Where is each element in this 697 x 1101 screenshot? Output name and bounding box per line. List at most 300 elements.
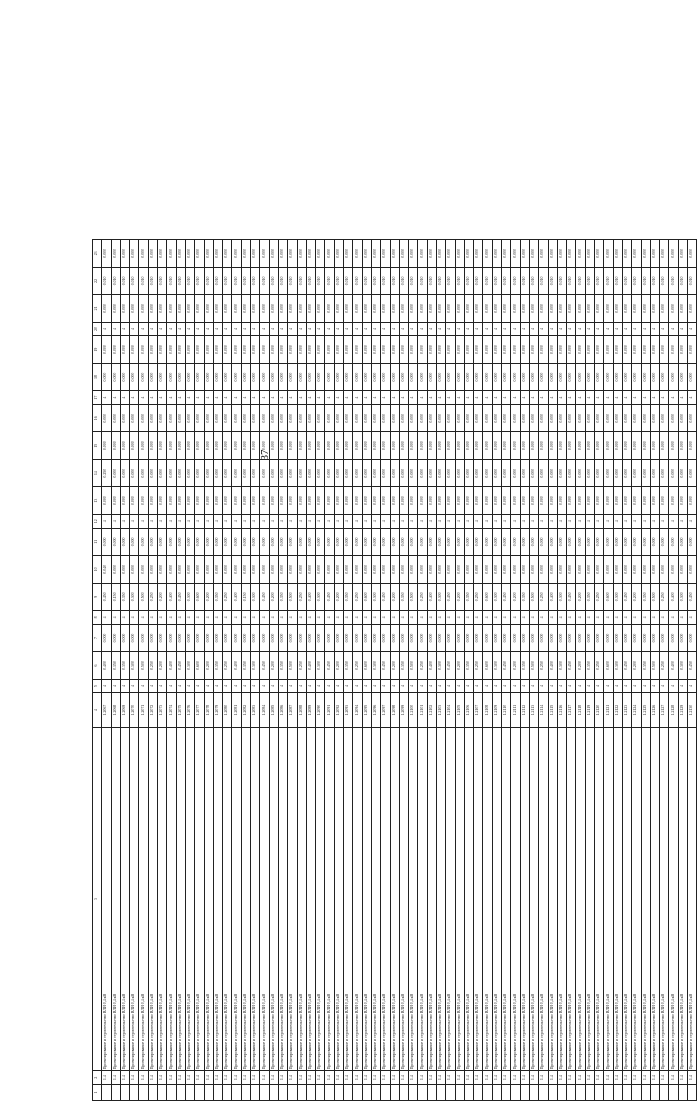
table-cell: 4 bbox=[297, 679, 306, 693]
table-cell: 0.000 bbox=[371, 363, 380, 390]
table-cell: 4 bbox=[632, 514, 641, 528]
table-cell: 0.000 bbox=[390, 624, 399, 651]
table-row bbox=[213, 240, 222, 1101]
table-cell: 0.000 bbox=[176, 528, 185, 555]
table-cell: 0.000 bbox=[529, 624, 538, 651]
table-cell: 0.000 bbox=[576, 432, 585, 459]
table-cell: 1.2071 bbox=[139, 693, 148, 727]
table-cell: 0.200 bbox=[455, 652, 464, 679]
row-description: Проектирование и строительство ВЛИ 0,4 кВ bbox=[520, 727, 529, 1070]
table-cell: 0.000 bbox=[269, 240, 278, 268]
table-cell: 0.000 bbox=[334, 556, 343, 583]
column-header: 5 bbox=[93, 679, 102, 693]
table-cell: 4 bbox=[111, 679, 120, 693]
table-cell: 0.000 bbox=[269, 487, 278, 514]
table-cell: 0.000 bbox=[297, 295, 306, 322]
table-cell: 1.4 bbox=[678, 1071, 687, 1085]
table-cell: 4 bbox=[399, 679, 408, 693]
table-cell: 0.000 bbox=[241, 295, 250, 322]
table-cell: 4 bbox=[576, 611, 585, 625]
table-cell: 4 bbox=[678, 514, 687, 528]
table-cell: 0.000 bbox=[622, 295, 631, 322]
table-cell: 4 bbox=[613, 514, 622, 528]
table-row bbox=[660, 240, 669, 1101]
table-cell: 0.000 bbox=[288, 405, 297, 432]
table-cell: 4 bbox=[390, 391, 399, 405]
table-cell: 0.000 bbox=[353, 240, 362, 268]
table-row bbox=[325, 240, 334, 1101]
table-cell: 0.000 bbox=[334, 240, 343, 268]
row-description: Проектирование и строительство ВЛИ 0,4 кВ bbox=[316, 727, 325, 1070]
table-cell: 4 bbox=[139, 679, 148, 693]
table-cell: 0.010 bbox=[102, 267, 111, 294]
table-cell: 0.300 bbox=[185, 583, 194, 610]
table-cell: 4 bbox=[678, 679, 687, 693]
table-cell: 0.450 bbox=[446, 652, 455, 679]
table-cell: 4 bbox=[604, 322, 613, 336]
table-cell: 4 bbox=[409, 514, 418, 528]
table-cell: 0.000 bbox=[232, 459, 241, 486]
table-cell: 0.000 bbox=[223, 624, 232, 651]
table-cell: 0.000 bbox=[399, 432, 408, 459]
table-cell: 0.000 bbox=[502, 459, 511, 486]
table-cell: 4 bbox=[464, 611, 473, 625]
table-cell: 1.4 bbox=[492, 1071, 501, 1085]
table-row bbox=[427, 240, 436, 1101]
table-cell: 4 bbox=[436, 679, 445, 693]
table-cell: 4 bbox=[427, 679, 436, 693]
table-cell: 0.000 bbox=[241, 405, 250, 432]
table-cell: 0.010 bbox=[511, 267, 520, 294]
table-cell: 0.250 bbox=[148, 652, 157, 679]
table-cell: 0.450 bbox=[622, 652, 631, 679]
table-row bbox=[436, 240, 445, 1101]
table-cell: 0.000 bbox=[316, 405, 325, 432]
table-cell: 0.010 bbox=[660, 267, 669, 294]
table-cell: 4 bbox=[520, 391, 529, 405]
table-cell: 0.000 bbox=[511, 240, 520, 268]
table-cell: 4 bbox=[381, 514, 390, 528]
table-cell: 4 bbox=[650, 514, 659, 528]
row-description: Проектирование и строительство ВЛИ 0,4 кВ bbox=[622, 727, 631, 1070]
row-description: Проектирование и строительство ВЛИ 0,4 кВ bbox=[669, 727, 678, 1070]
table-cell: 0.000 bbox=[185, 624, 194, 651]
table-cell: 0.000 bbox=[622, 363, 631, 390]
table-row bbox=[492, 240, 501, 1101]
table-cell: 4 bbox=[650, 611, 659, 625]
table-cell: 4 bbox=[306, 679, 315, 693]
table-row bbox=[585, 240, 594, 1101]
table-cell: 0.000 bbox=[502, 487, 511, 514]
table-cell: 0.000 bbox=[418, 556, 427, 583]
table-cell: 0.000 bbox=[102, 363, 111, 390]
table-cell: 0.000 bbox=[148, 487, 157, 514]
table-cell: 0.000 bbox=[381, 528, 390, 555]
table-cell: 0.010 bbox=[353, 267, 362, 294]
table-cell: 0.200 bbox=[576, 583, 585, 610]
column-header: 3 bbox=[93, 727, 102, 1070]
table-cell: 4 bbox=[585, 679, 594, 693]
column-header: 8 bbox=[93, 611, 102, 625]
table-cell: 1.4 bbox=[251, 1071, 260, 1085]
table-row bbox=[344, 240, 353, 1101]
row-description: Проектирование и строительство ВЛИ 0,4 кВ bbox=[325, 727, 334, 1070]
table-cell: 4 bbox=[409, 679, 418, 693]
table-cell: 0.000 bbox=[232, 487, 241, 514]
table-cell: 1.4 bbox=[660, 1071, 669, 1085]
table-cell: 0.000 bbox=[474, 528, 483, 555]
table-cell: 4 bbox=[167, 679, 176, 693]
table-cell: 0.300 bbox=[130, 652, 139, 679]
table-cell: 0.000 bbox=[576, 459, 585, 486]
table-cell: 0.000 bbox=[241, 624, 250, 651]
table-header-row bbox=[93, 240, 102, 1101]
table-cell: 0.600 bbox=[195, 583, 204, 610]
table-cell: 1.4 bbox=[334, 1071, 343, 1085]
table-cell: 0.000 bbox=[353, 336, 362, 363]
table-cell: 4 bbox=[278, 514, 287, 528]
table-cell: 0.000 bbox=[241, 528, 250, 555]
table-cell: 0.000 bbox=[371, 432, 380, 459]
table-cell: 0.000 bbox=[185, 487, 194, 514]
table-cell: 0.000 bbox=[204, 405, 213, 432]
table-cell: 4 bbox=[344, 514, 353, 528]
table-cell: 0.000 bbox=[344, 363, 353, 390]
table-cell: 0.000 bbox=[334, 528, 343, 555]
table-cell: 0.000 bbox=[502, 363, 511, 390]
table-row bbox=[297, 240, 306, 1101]
table-cell: 0.000 bbox=[260, 487, 269, 514]
table-cell: 0.000 bbox=[436, 363, 445, 390]
table-cell: 0.010 bbox=[362, 267, 371, 294]
table-cell: 0.500 bbox=[529, 583, 538, 610]
table-cell: 0.450 bbox=[381, 652, 390, 679]
table-cell bbox=[288, 1084, 297, 1100]
table-cell: 0.000 bbox=[232, 624, 241, 651]
table-cell: 1.2092 bbox=[334, 693, 343, 727]
table-cell: 0.200 bbox=[511, 652, 520, 679]
table-cell: 0.000 bbox=[371, 528, 380, 555]
table-cell: 0.010 bbox=[185, 267, 194, 294]
table-cell: 0.000 bbox=[232, 363, 241, 390]
table-cell bbox=[362, 1084, 371, 1100]
table-cell: 1.4 bbox=[418, 1071, 427, 1085]
table-cell: 0.000 bbox=[325, 528, 334, 555]
table-cell: 0.000 bbox=[204, 487, 213, 514]
table-cell: 4 bbox=[446, 514, 455, 528]
table-cell: 0.000 bbox=[529, 240, 538, 268]
table-cell: 0.600 bbox=[195, 652, 204, 679]
table-cell: 1.4 bbox=[195, 1071, 204, 1085]
column-header: 20 bbox=[93, 322, 102, 336]
table-cell: 0.350 bbox=[641, 652, 650, 679]
table-cell: 0.000 bbox=[455, 459, 464, 486]
table-row bbox=[474, 240, 483, 1101]
table-cell: 4 bbox=[660, 514, 669, 528]
table-cell: 1.2085 bbox=[269, 693, 278, 727]
table-cell: 1.2109 bbox=[492, 693, 501, 727]
table-cell: 0.000 bbox=[511, 556, 520, 583]
table-cell: 0.010 bbox=[622, 267, 631, 294]
table-cell: 1.4 bbox=[371, 1071, 380, 1085]
table-cell: 0.000 bbox=[204, 240, 213, 268]
table-cell: 0.000 bbox=[418, 363, 427, 390]
table-cell: 0.000 bbox=[371, 487, 380, 514]
column-header: 23 bbox=[93, 240, 102, 268]
table-cell bbox=[158, 1084, 167, 1100]
table-cell: 0.000 bbox=[176, 624, 185, 651]
table-cell: 0.250 bbox=[539, 583, 548, 610]
table-cell: 4 bbox=[353, 322, 362, 336]
table-cell: 4 bbox=[148, 514, 157, 528]
table-cell: 1.4 bbox=[381, 1071, 390, 1085]
table-cell: 0.000 bbox=[344, 336, 353, 363]
table-cell: 0.000 bbox=[455, 295, 464, 322]
table-cell: 0.000 bbox=[557, 487, 566, 514]
table-cell bbox=[241, 1084, 250, 1100]
table-cell bbox=[483, 1084, 492, 1100]
table-cell: 4 bbox=[213, 322, 222, 336]
table-cell: 0.000 bbox=[650, 405, 659, 432]
table-cell: 0.000 bbox=[678, 240, 687, 268]
table-cell: 4 bbox=[409, 322, 418, 336]
table-cell: 4 bbox=[464, 322, 473, 336]
table-cell: 0.000 bbox=[539, 336, 548, 363]
table-cell: 0.000 bbox=[427, 624, 436, 651]
table-cell bbox=[567, 1084, 576, 1100]
table-cell: 4 bbox=[455, 322, 464, 336]
table-cell: 1.2075 bbox=[176, 693, 185, 727]
table-cell: 4 bbox=[492, 514, 501, 528]
table-cell: 0.000 bbox=[595, 432, 604, 459]
table-cell: 4 bbox=[325, 322, 334, 336]
table-cell: 0.000 bbox=[297, 405, 306, 432]
table-cell: 0.000 bbox=[148, 405, 157, 432]
table-cell: 0.000 bbox=[576, 405, 585, 432]
table-cell: 0.000 bbox=[139, 459, 148, 486]
table-cell: 0.000 bbox=[622, 528, 631, 555]
table-cell: 0.300 bbox=[251, 652, 260, 679]
table-cell: 4 bbox=[269, 611, 278, 625]
table-cell: 0.000 bbox=[353, 295, 362, 322]
table-cell: 0.000 bbox=[344, 459, 353, 486]
table-row bbox=[390, 240, 399, 1101]
table-cell: 4 bbox=[427, 514, 436, 528]
row-description: Проектирование и строительство ВЛИ 0,4 кВ bbox=[213, 727, 222, 1070]
table-cell: 0.300 bbox=[316, 652, 325, 679]
table-cell: 0.000 bbox=[390, 295, 399, 322]
table-cell: 0.000 bbox=[483, 556, 492, 583]
table-cell: 0.000 bbox=[576, 336, 585, 363]
table-cell: 4 bbox=[185, 514, 194, 528]
table-cell: 0.000 bbox=[223, 295, 232, 322]
table-cell: 0.000 bbox=[381, 459, 390, 486]
table-cell: 0.000 bbox=[185, 295, 194, 322]
table-cell: 0.000 bbox=[548, 556, 557, 583]
table-cell: 4 bbox=[316, 322, 325, 336]
table-cell: 4 bbox=[418, 679, 427, 693]
table-cell: 4 bbox=[622, 679, 631, 693]
table-cell: 0.000 bbox=[669, 487, 678, 514]
row-description: Проектирование и строительство ВЛИ 0,4 кВ bbox=[204, 727, 213, 1070]
table-cell: 0.010 bbox=[148, 267, 157, 294]
table-cell: 4 bbox=[604, 679, 613, 693]
table-cell bbox=[613, 1084, 622, 1100]
table-cell: 0.000 bbox=[613, 624, 622, 651]
table-cell: 4 bbox=[595, 322, 604, 336]
table-cell: 0.000 bbox=[111, 295, 120, 322]
table-cell: 4 bbox=[632, 391, 641, 405]
table-cell: 4 bbox=[641, 514, 650, 528]
table-cell: 0.000 bbox=[520, 405, 529, 432]
table-cell: 1.4 bbox=[325, 1071, 334, 1085]
table-row bbox=[334, 240, 343, 1101]
table-cell: 0.000 bbox=[167, 336, 176, 363]
table-cell: 0.000 bbox=[483, 363, 492, 390]
table-cell: 4 bbox=[622, 391, 631, 405]
table-cell: 4 bbox=[269, 514, 278, 528]
table-cell: 0.000 bbox=[111, 336, 120, 363]
table-cell: 1.2093 bbox=[344, 693, 353, 727]
table-cell: 0.000 bbox=[585, 295, 594, 322]
table-cell: 4 bbox=[148, 391, 157, 405]
table-cell: 4 bbox=[130, 391, 139, 405]
column-header: 4 bbox=[93, 693, 102, 727]
table-cell: 0.000 bbox=[297, 528, 306, 555]
table-cell: 1.4 bbox=[650, 1071, 659, 1085]
column-header: 9 bbox=[93, 583, 102, 610]
table-cell: 0.400 bbox=[669, 583, 678, 610]
table-cell: 0.000 bbox=[613, 487, 622, 514]
table-cell: 0.250 bbox=[223, 652, 232, 679]
table-cell: 1.4 bbox=[353, 1071, 362, 1085]
table-cell: 4 bbox=[660, 322, 669, 336]
table-cell: 0.000 bbox=[288, 336, 297, 363]
table-cell: 0.000 bbox=[418, 528, 427, 555]
table-cell: 0.000 bbox=[111, 432, 120, 459]
table-cell: 0.000 bbox=[195, 528, 204, 555]
table-cell: 0.000 bbox=[650, 624, 659, 651]
table-row bbox=[223, 240, 232, 1101]
table-cell bbox=[334, 1084, 343, 1100]
table-cell: 0.000 bbox=[390, 363, 399, 390]
table-cell: 4 bbox=[371, 391, 380, 405]
table-cell: 0.000 bbox=[548, 459, 557, 486]
table-cell: 0.000 bbox=[130, 432, 139, 459]
table-cell: 4 bbox=[585, 391, 594, 405]
table-cell: 0.000 bbox=[483, 240, 492, 268]
table-cell: 0.010 bbox=[390, 267, 399, 294]
table-cell: 0.000 bbox=[650, 487, 659, 514]
table-cell: 0.000 bbox=[557, 459, 566, 486]
table-cell: 0.300 bbox=[251, 583, 260, 610]
table-cell: 0.000 bbox=[520, 363, 529, 390]
table-row bbox=[455, 240, 464, 1101]
table-cell: 0.450 bbox=[502, 583, 511, 610]
table-cell: 0.000 bbox=[334, 459, 343, 486]
table-cell: 4 bbox=[204, 679, 213, 693]
table-cell: 1.4 bbox=[520, 1071, 529, 1085]
table-cell: 0.000 bbox=[251, 556, 260, 583]
table-cell: 4 bbox=[576, 514, 585, 528]
table-cell: 0.000 bbox=[241, 240, 250, 268]
table-cell: 0.000 bbox=[492, 459, 501, 486]
table-cell: 4 bbox=[344, 679, 353, 693]
table-cell: 0.000 bbox=[102, 336, 111, 363]
table-cell: 0.000 bbox=[548, 624, 557, 651]
table-row bbox=[102, 240, 111, 1101]
table-row bbox=[381, 240, 390, 1101]
table-cell: 0.000 bbox=[520, 240, 529, 268]
table-cell: 0.000 bbox=[669, 405, 678, 432]
table-cell: 0.450 bbox=[622, 583, 631, 610]
table-cell: 4 bbox=[567, 391, 576, 405]
table-cell: 0.010 bbox=[585, 267, 594, 294]
table-cell: 0.000 bbox=[325, 624, 334, 651]
table-cell: 4 bbox=[102, 679, 111, 693]
table-cell: 4 bbox=[251, 322, 260, 336]
table-cell: 4 bbox=[288, 679, 297, 693]
row-description: Проектирование и строительство ВЛИ 0,4 кВ bbox=[409, 727, 418, 1070]
table-cell: 0.250 bbox=[595, 652, 604, 679]
column-header: 7 bbox=[93, 624, 102, 651]
table-cell: 0.000 bbox=[353, 432, 362, 459]
table-cell: 0.250 bbox=[353, 583, 362, 610]
table-cell: 0.000 bbox=[502, 624, 511, 651]
table-cell: 4 bbox=[297, 322, 306, 336]
table-cell: 0.000 bbox=[148, 363, 157, 390]
table-cell: 0.000 bbox=[176, 363, 185, 390]
table-cell: 4 bbox=[297, 611, 306, 625]
table-cell: 0.000 bbox=[297, 432, 306, 459]
table-cell: 0.450 bbox=[102, 583, 111, 610]
table-cell: 4 bbox=[195, 391, 204, 405]
table-cell: 4 bbox=[669, 514, 678, 528]
table-cell: 0.300 bbox=[371, 652, 380, 679]
table-cell: 4 bbox=[334, 391, 343, 405]
table-cell: 4 bbox=[669, 322, 678, 336]
table-cell: 0.000 bbox=[641, 432, 650, 459]
table-cell: 4 bbox=[204, 514, 213, 528]
table-cell: 1.2090 bbox=[316, 693, 325, 727]
table-cell: 0.000 bbox=[232, 432, 241, 459]
table-cell: 0.000 bbox=[539, 459, 548, 486]
table-cell: 0.000 bbox=[139, 487, 148, 514]
table-cell: 4 bbox=[297, 391, 306, 405]
table-cell: 0.000 bbox=[520, 556, 529, 583]
table-cell: 0.250 bbox=[539, 652, 548, 679]
table-cell: 4 bbox=[213, 514, 222, 528]
table-cell bbox=[120, 1084, 129, 1100]
table-cell: 1.2110 bbox=[502, 693, 511, 727]
table-cell: 0.000 bbox=[288, 240, 297, 268]
row-description: Проектирование и строительство ВЛИ 0,4 кВ bbox=[353, 727, 362, 1070]
table-cell: 0.400 bbox=[232, 652, 241, 679]
table-cell: 4 bbox=[232, 322, 241, 336]
table-cell: 0.000 bbox=[492, 405, 501, 432]
table-cell: 0.000 bbox=[288, 295, 297, 322]
table-cell: 0.000 bbox=[567, 405, 576, 432]
table-cell: 0.000 bbox=[399, 405, 408, 432]
table-cell: 0.000 bbox=[446, 459, 455, 486]
table-cell: 0.000 bbox=[176, 432, 185, 459]
table-cell: 0.400 bbox=[102, 652, 111, 679]
table-cell: 0.000 bbox=[585, 363, 594, 390]
table-cell: 4 bbox=[474, 322, 483, 336]
table-cell: 0.000 bbox=[585, 240, 594, 268]
table-cell: 0.010 bbox=[213, 267, 222, 294]
table-row bbox=[399, 240, 408, 1101]
